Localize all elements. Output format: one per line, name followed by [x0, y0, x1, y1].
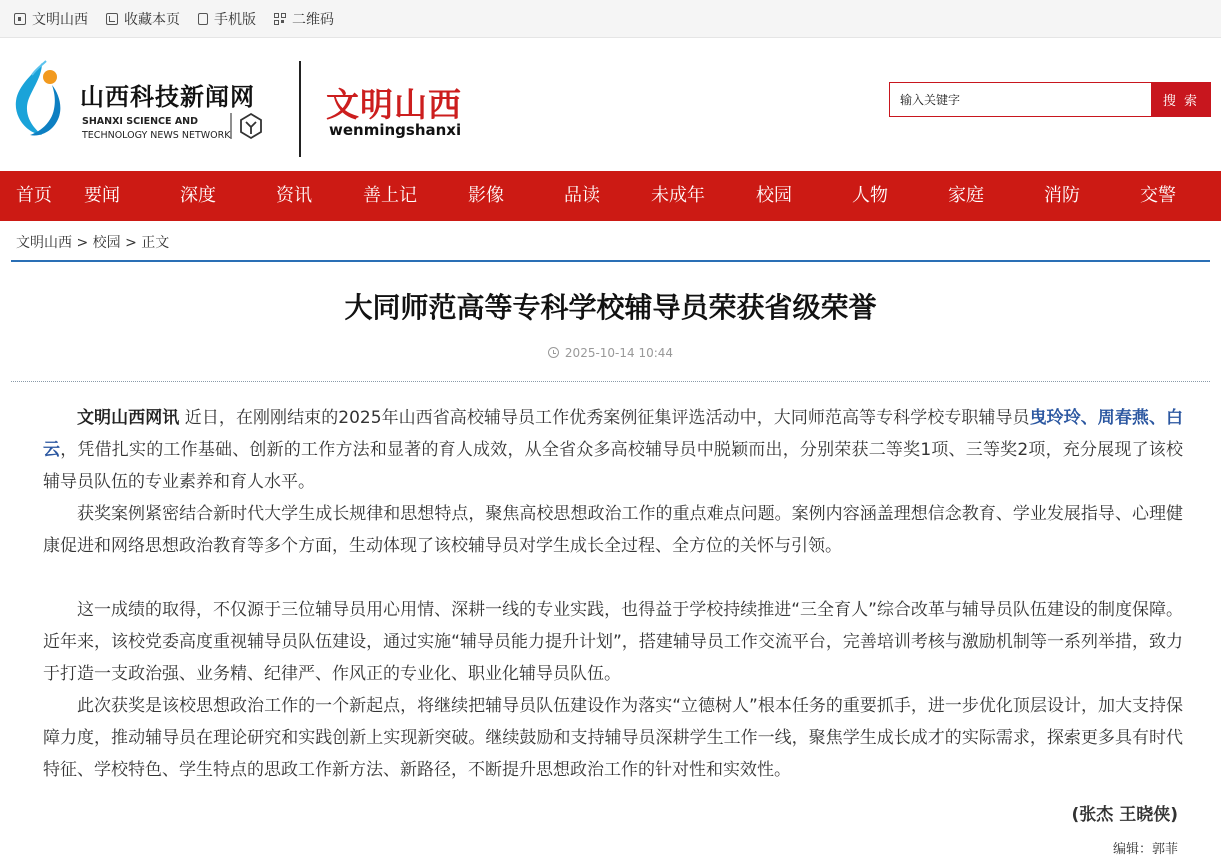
- home-link-label: 文明山西: [32, 11, 88, 28]
- nav-item-home[interactable]: 首页: [16, 185, 52, 206]
- qrcode-link[interactable]: [274, 9, 334, 29]
- highlighted-names: 曳玲玲、周春燕、白云: [43, 408, 1184, 460]
- channel-brand-subtitle: wenmingshanxi: [329, 121, 462, 139]
- site-name-en-line2: TECHNOLOGY NEWS NETWORK: [82, 130, 231, 141]
- nav-item-depth[interactable]: 深度: [180, 185, 216, 206]
- paragraph-text: 近日，在刚刚结束的2025年山西省高校辅导员工作优秀案例征集评选活动中，大同师范高等专科学校专职辅导员: [179, 408, 1030, 428]
- bookmark-link[interactable]: [106, 9, 180, 29]
- qrcode-link-label: 二维码: [292, 11, 334, 28]
- paragraph-text: ，凭借扎实的工作基础、创新的工作方法和显著的育人成效，从全省众多高校辅导员中脱颖而出，分别荣获二等奖1项、三等奖2项，充分展现了该校辅导员队伍的专业素养和育人水平。: [43, 440, 1183, 492]
- site-name-en-line1: SHANXI SCIENCE AND: [82, 116, 199, 127]
- breadcrumb-item-current: 正文: [141, 235, 170, 251]
- breadcrumb-item-campus[interactable]: 校园: [92, 235, 121, 251]
- article-paragraph: 此次获奖是该校思想政治工作的一个新起点，将继续把辅导员队伍建设作为落实“立德树人”根本任务的重要抓手，进一步优化顶层设计，加大支持保障力度，推动辅导员在理论研究和实践创新上实现新突破。继续鼓励和支持辅导员深耕学生工作一线，聚焦学生成长成才的实际需求，探索更多具有时代特征、学校特色、学生特点的思政工作新方法、新路径，不断提升思想政治工作的针对性和实效性。: [43, 696, 1183, 780]
- top-utility-bar: [0, 0, 1221, 38]
- site-logo-icon[interactable]: [12, 55, 74, 147]
- article-paragraph: 获奖案例紧密结合新时代大学生成长规律和思想特点，聚焦高校思想政治工作的重点难点问题。案例内容涵盖理想信念教育、学业发展指导、心理健康促进和网络思想政治教育等多个方面，生动体现了该校辅导员对学生成长全过程、全方位的关怀与引领。: [43, 504, 1183, 556]
- article-author: (张杰 王晓侠): [1071, 805, 1178, 825]
- nav-item-traffic[interactable]: 交警: [1140, 185, 1176, 206]
- site-header: [0, 38, 1221, 172]
- site-name: 山西科技新闻网: [80, 83, 255, 111]
- clock-icon: [548, 347, 559, 358]
- breadcrumb-rule: [11, 260, 1210, 262]
- mobile-link-label: 手机版: [214, 11, 256, 28]
- nav-item-goodness[interactable]: 善上记: [363, 185, 417, 206]
- article-divider: [11, 381, 1210, 382]
- news-source-lead: 文明山西网讯: [77, 408, 180, 428]
- article-meta: [0, 346, 1221, 360]
- search-button[interactable]: 搜 索: [1151, 82, 1211, 117]
- header-divider: [299, 61, 301, 157]
- paragraph-spacer: [43, 562, 1183, 594]
- mobile-link[interactable]: [198, 9, 256, 29]
- article-editor: 编辑：郭菲: [1112, 842, 1178, 857]
- nav-item-images[interactable]: 影像: [468, 185, 504, 206]
- partner-logo-icon: [229, 111, 265, 141]
- nav-item-reading[interactable]: 品读: [564, 185, 600, 206]
- breadcrumb-separator: >: [76, 235, 89, 251]
- bookmark-icon: [106, 13, 118, 25]
- article-paragraph: [43, 402, 1183, 498]
- home-link[interactable]: [14, 9, 88, 29]
- nav-item-news[interactable]: 要闻: [84, 185, 120, 206]
- bookmark-link-label: 收藏本页: [124, 11, 180, 28]
- nav-item-family[interactable]: 家庭: [948, 185, 984, 206]
- search-box: [889, 82, 1211, 117]
- nav-item-people[interactable]: 人物: [852, 185, 888, 206]
- channel-brand-title[interactable]: 文明山西: [326, 85, 462, 124]
- breadcrumb-item-home[interactable]: 文明山西: [16, 235, 72, 251]
- article-paragraph: 这一成绩的取得，不仅源于三位辅导员用心用情、深耕一线的专业实践，也得益于学校持续推进“三全育人”综合改革与辅导员队伍建设的制度保障。近年来，该校党委高度重视辅导员队伍建设，通过实施“辅导员能力提升计划”，搭建辅导员工作交流平台，完善培训考核与激励机制等一系列举措，致力于打造一支政治强、业务精、纪律严、作风正的专业化、职业化辅导员队伍。: [43, 600, 1183, 684]
- main-nav: [0, 171, 1221, 221]
- publish-datetime: 2025-10-14 10:44: [564, 346, 674, 360]
- home-icon: [14, 13, 26, 25]
- nav-item-info[interactable]: 资讯: [276, 185, 312, 206]
- mobile-icon: [198, 13, 208, 25]
- nav-item-campus[interactable]: 校园: [756, 185, 792, 206]
- nav-item-minors[interactable]: 未成年: [651, 185, 705, 206]
- nav-item-fire[interactable]: 消防: [1044, 185, 1080, 206]
- search-input[interactable]: [889, 82, 1151, 117]
- breadcrumb-separator: >: [125, 235, 137, 251]
- qrcode-icon: [274, 13, 286, 25]
- article-title: 大同师范高等专科学校辅导员荣获省级荣誉: [344, 291, 877, 324]
- breadcrumb: [16, 232, 169, 252]
- article-body: [43, 402, 1183, 786]
